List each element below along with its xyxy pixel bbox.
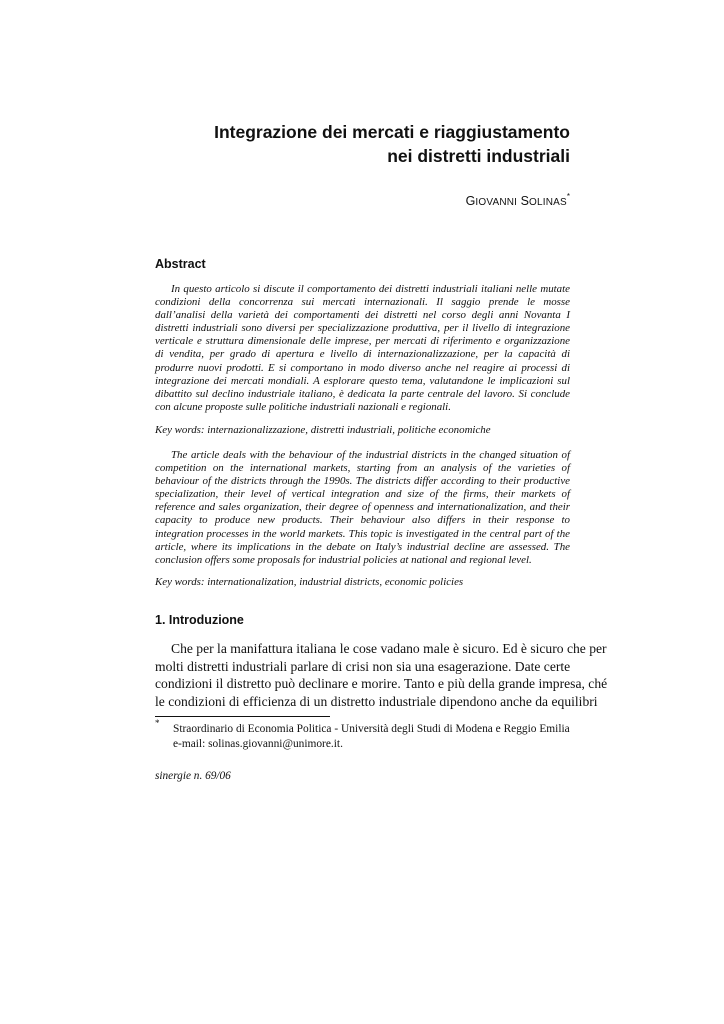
- section-heading: 1. Introduzione: [155, 613, 244, 627]
- paper-title: [155, 120, 570, 168]
- keywords-italian: Key words: internazionalizzazione, distretti industriali, politiche economiche: [155, 424, 491, 436]
- title-line: Integrazione dei mercati e riaggiustamento: [214, 122, 570, 142]
- footnote-text: Straordinario di Economia Politica - Università degli Studi di Modena e Reggio Emilia e-mail: solinas.giovanni@unimore.it.: [173, 723, 570, 750]
- keywords-english: Key words: internationalization, industrial districts, economic policies: [155, 576, 464, 588]
- abstract-english: The article deals with the behaviour of the industrial districts in the changed situation of competition on the international markets, starting from an analysis of the varieties of behaviour of the districts through the 1990s. The districts differ according to their productive specialization, their level of vertical integration and size of the firms, their markets of reference and sales organization, their degree of openness and internationalization, and their capacity to produce new products. Their behaviour also differs in their response to integration processes in the world markets. This topic is investigated in the central part of the article, where its implications in the debate on Italy’s industrial decline are assessed. The conclusion offers some proposals for industrial policies at national and regional level.: [155, 449, 570, 566]
- journal-reference: sinergie n. 69/06: [155, 770, 231, 782]
- abstract-italian: In questo articolo si discute il comportamento dei distretti industriali italiani nelle mutate condizioni della concorrenza sui mercati internazionali. Il saggio prende le mosse dall’analisi della varietà dei comportamenti dei distretti nel corso degli anni Novanta I distretti industriali sono diversi per specializzazione produttiva, per il livello di integrazione verticale e struttura dimensionale delle imprese, per mercati di riferimento e organizzazione di vendita, per grado di apertura e livello di internazionalizzazione, per la capacità di produrre nuovi prodotti. E si comportano in modo diverso anche nel reagire ai processi di integrazione dei mercati mondiali. A esplorare questo tema, valutandone le implicazioni sul dibattito sul declino industriale italiano, è dedicata la parte centrale del lavoro. Si conclude con alcune proposte sulle politiche industriali nazionali e regionali.: [155, 283, 570, 413]
- footnote-divider: [155, 716, 330, 717]
- title-line: nei distretti industriali: [387, 146, 570, 166]
- author-footnote-mark: *: [566, 192, 570, 201]
- footnote-mark: *: [155, 718, 160, 728]
- author-name: GIOVANNI SOLINAS*: [465, 192, 570, 209]
- introduction-paragraph: Che per la manifattura italiana le cose vadano male è sicuro. Ed è sicuro che per molti distretti industriali parlare di crisi non sia una esagerazione. Date certe condizioni il distretto può declinare e morire. Tanto e più della grande impresa, ché le condizioni di efficienza di un distretto industriale dipendono anche da equilibri: [155, 641, 608, 709]
- abstract-heading: Abstract: [155, 257, 206, 271]
